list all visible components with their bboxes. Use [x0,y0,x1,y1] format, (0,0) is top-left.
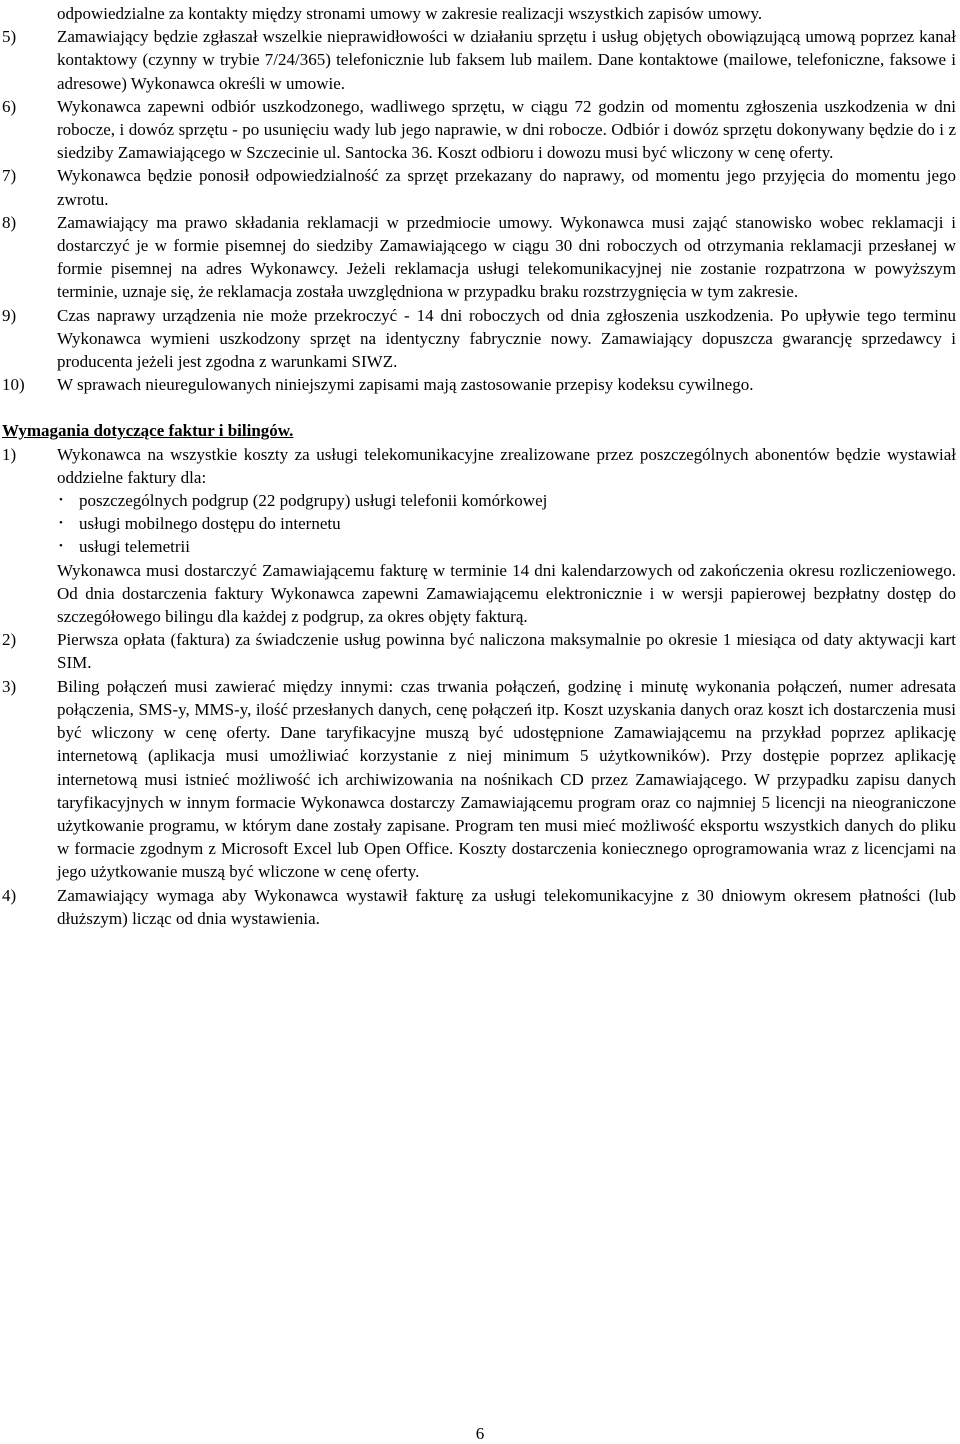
list-item-7 [0,164,960,210]
item-number: 1) [2,444,17,464]
bullet-icon: • [59,517,63,530]
intro-line: odpowiedzialne za kontakty między stronami umowy w zakresie realizacji wszystkich zapisów umowy. [57,4,763,23]
section-title: Wymagania dotyczące faktur i bilingów. [2,421,294,441]
item-text: Biling połączeń musi zawierać między innymi: czas trwania połączeń, godzinę i minutę wykonania połączeń, numer adresata połączenia, SMS-y, MMS-y, ilość przesłanych danych, cenę połączeń itp. Koszt uzyskania danych oraz koszt ich dostarczenia musi być wliczony w cenę oferty. Dane taryfikacyjne muszą być udostępnione Zamawiającemu na przykład poprzez aplikację internetową (aplikacja musi umożliwiać korzystanie z niej minimum 5 użytkowników). Przy dostępie poprzez aplikację internetową musi istnieć możliwość ich archiwizowania na nośnikach CD przez Zamawiającego. W przypadku zapisu danych taryfikacyjnych w innym formacie Wykonawca dostarczy Zamawiającemu program oraz co najmniej 5 licencji na nieograniczone użytkowanie programu, w którym dane zostały zapisane. Program ten musi mieć możliwość eksportu wszystkich danych do pliku w formacie zgodnym z Microsoft Excel lub Open Office. Koszty dostarczenia koniecznego oprogramowania wraz z licencjami na jego użytkowanie muszą być wliczone w cenę oferty. [57,676,956,882]
list-item-10 [0,373,960,396]
bullet-icon: • [59,494,63,507]
item-text: Pierwsza opłata (faktura) za świadczenie usług powinna być naliczona maksymalnie po okresie 1 miesiąca od daty aktywacji kart SIM. [57,630,956,673]
bullet-item [57,512,956,535]
item-body [57,443,956,629]
item-number: 9) [2,305,17,325]
item-text: Czas naprawy urządzenia nie może przekroczyć - 14 dni roboczych od dnia zgłoszenia uszkodzenia. Po upływie tego terminu Wykonawca wymieni uszkodzony sprzęt na identyczny fabrycznie nowy. Zamawiający dopuszcza gwarancję sprzedawcy i producenta jeżeli jest zgodna z warunkami SIWZ. [57,305,956,372]
item-text: Zamawiający ma prawo składania reklamacji w przedmiocie umowy. Wykonawca musi zająć stanowisko wobec reklamacji i dostarczyć je w formie pisemnej do siedziby Zamawiającego w ciągu 30 dni roboczych od otrzymania reklamacji przesłanej w formie pisemnej na adres Wykonawcy. Jeżeli reklamacja usługi telekomunikacyjnej nie zostanie rozpatrzona w powyższym terminie, uznaje się, że reklamacja została uwzględniona w przypadku braku rozstrzygnięcia w tym zakresie. [57,212,956,302]
bullet-text: usługi telemetrii [79,537,190,557]
bullet-item [57,535,956,558]
item-number: 10) [2,375,25,395]
item-number: 8) [2,212,17,232]
item-text: Wykonawca zapewni odbiór uszkodzonego, wadliwego sprzętu, w ciągu 72 godzin od momentu zgłoszenia uszkodzenia w dni robocze, i dowóz sprzętu - po usunięciu wady lub jego naprawie, w dni robocze. Odbiór i dowóz sprzętu dokonywany będzie do i z siedziby Zamawiającego w Szczecinie ul. Santocka 36. Koszt odbioru i dowozu musi być wliczony w cenę oferty. [57,96,956,163]
list-item-9 [0,304,960,374]
bullet-text: poszczególnych podgrup (22 podgrupy) usługi telefonii komórkowej [79,491,548,511]
invoice-item-3 [0,675,960,884]
invoice-item-2 [0,628,960,674]
item-number: 2) [2,630,17,650]
item-lead-text: Wykonawca na wszystkie koszty za usługi telekomunikacyjne zrealizowane przez poszczególnych abonentów będzie wystawiał oddzielne faktury dla: [57,444,956,487]
list-item-6 [0,95,960,165]
page-number: 6 [475,1424,485,1443]
item-tail-text: Wykonawca musi dostarczyć Zamawiającemu fakturę w terminie 14 dni kalendarzowych od zakończenia okresu rozliczeniowego. Od dnia dostarczenia faktury Wykonawca zapewni Zamawiającemu elektronicznie i w wersji papierowej bezpłatny dostęp do szczegółowego bilingu dla każdej z podgrup, za okres objęty fakturą. [57,560,956,627]
item-number: 3) [2,676,17,696]
item-text: Zamawiający wymaga aby Wykonawca wystawił fakturę za usługi telekomunikacyjne z 30 dniowym okresem płatności (lub dłuższym) licząc od dnia wystawienia. [57,885,956,928]
item-text: Zamawiający będzie zgłaszał wszelkie nieprawidłowości w działaniu sprzętu i usług objętych obowiązującą umową poprzez kanał kontaktowy (czynny w trybie 7/24/365) telefonicznie lub faksem lub mailem. Dane kontaktowe (mailowe, telefoniczne, faksowe i adresowe) Wykonawca określi w umowie. [57,27,956,93]
invoice-item-4 [0,884,960,930]
list-item-8 [0,211,960,304]
item-number: 5) [2,27,17,47]
bullet-list [57,489,956,559]
item-number: 6) [2,96,17,116]
list-item-5 [0,25,960,95]
bullet-text: usługi mobilnego dostępu do internetu [79,514,341,534]
bullet-icon: • [59,540,63,553]
invoice-item-1 [0,443,960,629]
bullet-item [57,489,956,512]
item-number: 4) [2,885,17,905]
item-text: W sprawach nieuregulowanych niniejszymi zapisami mają zastosowanie przepisy kodeksu cywilnego. [57,375,754,395]
item-text: Wykonawca będzie ponosił odpowiedzialność za sprzęt przekazany do naprawy, od momentu jego przyjęcia do momentu jego zwrotu. [57,166,956,209]
item-number: 7) [2,166,17,186]
